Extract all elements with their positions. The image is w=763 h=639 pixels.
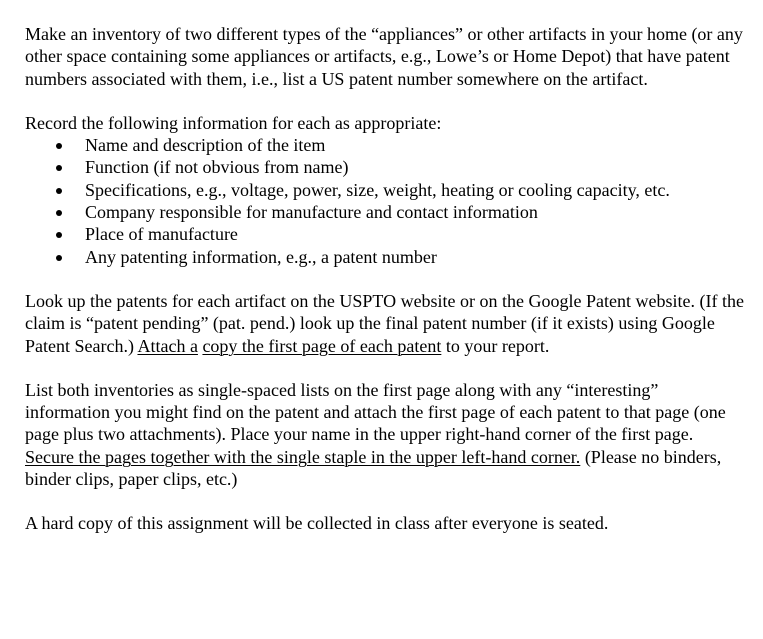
record-items-list — [25, 134, 745, 268]
list-item — [25, 156, 745, 178]
list-item-text: Function (if not obvious from name) — [85, 157, 349, 178]
paragraph-spacer — [25, 490, 745, 512]
bullet-icon — [56, 188, 62, 194]
copy-first-page-underlined-text: copy the first page of each patent — [202, 335, 442, 356]
paragraph-spacer — [25, 357, 745, 379]
lookup-text-end: to your report. — [441, 335, 550, 356]
list-both-paragraph — [25, 379, 745, 490]
staple-instruction-underlined-text: Secure the pages together with the single staple in the upper left-hand corner. — [25, 446, 581, 467]
lookup-paragraph — [25, 290, 745, 357]
lookup-text: Look up the patents for each artifact on the USPTO website or on the Google Patent website. (If the claim is “patent pending” (pat. pend.) look up the final patent number (if it exists) using Google Patent Search.) — [25, 290, 744, 356]
list-item — [25, 201, 745, 223]
list-item — [25, 179, 745, 201]
intro-paragraph: Make an inventory of two different types of the “appliances” or other artifacts in your home (or any other space containing some appliances or artifacts, e.g., Lowe’s or Home Depot) that have patent numbers associated with them, i.e., list a US patent number somewhere on the artifact. — [25, 24, 743, 89]
list-both-text: List both inventories as single-spaced lists on the first page along with any “interesting” information you might find on the patent and attach the first page of each patent to that page (one page plus two attachments). Place your name in the upper right-hand corner of the first page. — [25, 379, 726, 445]
paragraph-spacer — [25, 90, 745, 112]
bullet-icon — [56, 232, 62, 238]
list-item — [25, 246, 745, 268]
assignment-document — [25, 23, 745, 535]
list-item-text: Company responsible for manufacture and contact information — [85, 202, 538, 223]
paragraph-spacer — [25, 268, 745, 290]
attach-underlined-text: Attach a — [137, 335, 198, 356]
list-item — [25, 134, 745, 156]
record-heading: Record the following information for each as appropriate: — [25, 112, 442, 133]
list-both-text-end: (Please no binders, binder clips, paper clips, etc.) — [25, 446, 722, 490]
list-item-text: Specifications, e.g., voltage, power, size, weight, heating or cooling capacity, etc. — [85, 179, 670, 200]
list-item-text: Name and description of the item — [85, 135, 326, 156]
bullet-icon — [56, 255, 62, 261]
bullet-icon — [56, 210, 62, 216]
list-item-text: Any patenting information, e.g., a patent number — [85, 246, 437, 267]
list-item-text: Place of manufacture — [85, 224, 238, 245]
footer-paragraph: A hard copy of this assignment will be collected in class after everyone is seated. — [25, 513, 609, 534]
bullet-icon — [56, 165, 62, 171]
list-item — [25, 223, 745, 245]
bullet-icon — [56, 143, 62, 149]
